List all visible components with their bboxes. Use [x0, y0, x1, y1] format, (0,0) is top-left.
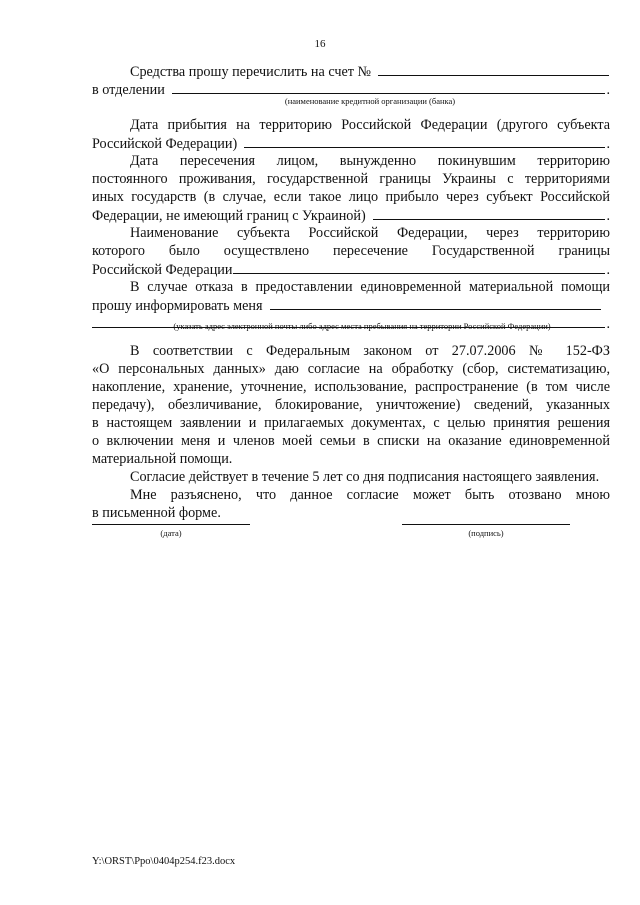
address-caption: (указать адрес электронной почты либо адрес места пребывания на территории Российской Федерации) — [173, 321, 551, 331]
consent-validity: Согласие действует в течение 5 лет со дня подписания настоящего заявления. — [130, 469, 600, 485]
subject-field[interactable] — [233, 260, 605, 274]
footer-file-path: Y:\ORST\Ppo\0404p254.f23.docx — [92, 856, 236, 867]
refusal-line-1: В случае отказа в предоставлении единовременной материальной помощи — [130, 279, 610, 295]
period: . — [606, 316, 610, 332]
signature-caption: (подпись) — [468, 528, 504, 538]
consent-line-1: В соответствии с Федеральным законом от 27.07.2006 № 152-ФЗ — [130, 343, 610, 359]
page-number: 16 — [314, 38, 326, 50]
crossing-date-field[interactable] — [373, 206, 606, 220]
subject-line-1: Наименование субъекта Российской Федерации, через территорию — [130, 225, 610, 241]
refusal-label: прошу информировать меня — [92, 298, 263, 314]
revocation-line-2: в письменной форме. — [92, 505, 221, 521]
refusal-line-2 — [92, 296, 602, 314]
account-label: Средства прошу перечислить на счет № — [130, 64, 372, 80]
crossing-line-4 — [92, 206, 610, 224]
consent-line-2: «О персональных данных» даю согласие на обработку (сбор, систематизацию, — [92, 361, 610, 377]
consent-line-7: материальной помощи. — [92, 451, 233, 467]
date-field[interactable] — [92, 524, 250, 525]
period: . — [606, 208, 610, 224]
bank-caption: (наименование кредитной организации (банка) — [284, 96, 456, 106]
inform-address-field[interactable] — [270, 296, 601, 310]
consent-line-3: накопление, хранение, уточнение, использование, распространение (в том числе — [92, 379, 610, 395]
period: . — [606, 136, 610, 152]
subject-line-3 — [92, 260, 610, 278]
crossing-line-3: иных государств (в случае, если такое лицо прибыло через субъект Российской — [92, 189, 610, 205]
arrival-line-2 — [92, 134, 610, 152]
arrival-date-field[interactable] — [244, 134, 605, 148]
consent-line-5: в настоящем заявлении и прилагаемых документах, с целью принятия решения — [92, 415, 610, 431]
crossing-line-2: постоянного проживания, государственной границы Украины с территориями — [92, 171, 610, 187]
period: . — [606, 262, 610, 278]
subject-line-2: которого было осуществлено пересечение Государственной границы — [92, 243, 610, 259]
crossing-line-1: Дата пересечения лицом, вынужденно покинувшим территорию — [130, 153, 610, 169]
account-line — [92, 62, 610, 80]
crossing-label: Федерации, не имеющий границ с Украиной) — [92, 208, 366, 224]
date-caption: (дата) — [160, 528, 182, 538]
branch-label: в отделении — [92, 82, 165, 98]
signature-field[interactable] — [402, 524, 570, 525]
period: . — [606, 82, 610, 98]
account-number-field[interactable] — [378, 62, 609, 76]
arrival-label: Российской Федерации) — [92, 136, 238, 152]
subject-label: Российской Федерации — [92, 262, 233, 278]
arrival-line-1: Дата прибытия на территорию Российской Федерации (другого субъекта — [130, 117, 610, 133]
consent-line-4: передачу), обезличивание, блокирование, уничтожение) сведений, указанных — [92, 397, 610, 413]
revocation-line-1: Мне разъяснено, что данное согласие может быть отозвано мною — [130, 487, 610, 503]
consent-line-6: о включении меня и членов моей семьи в списки на оказание единовременной — [92, 433, 610, 449]
bank-branch-field[interactable] — [172, 80, 606, 94]
